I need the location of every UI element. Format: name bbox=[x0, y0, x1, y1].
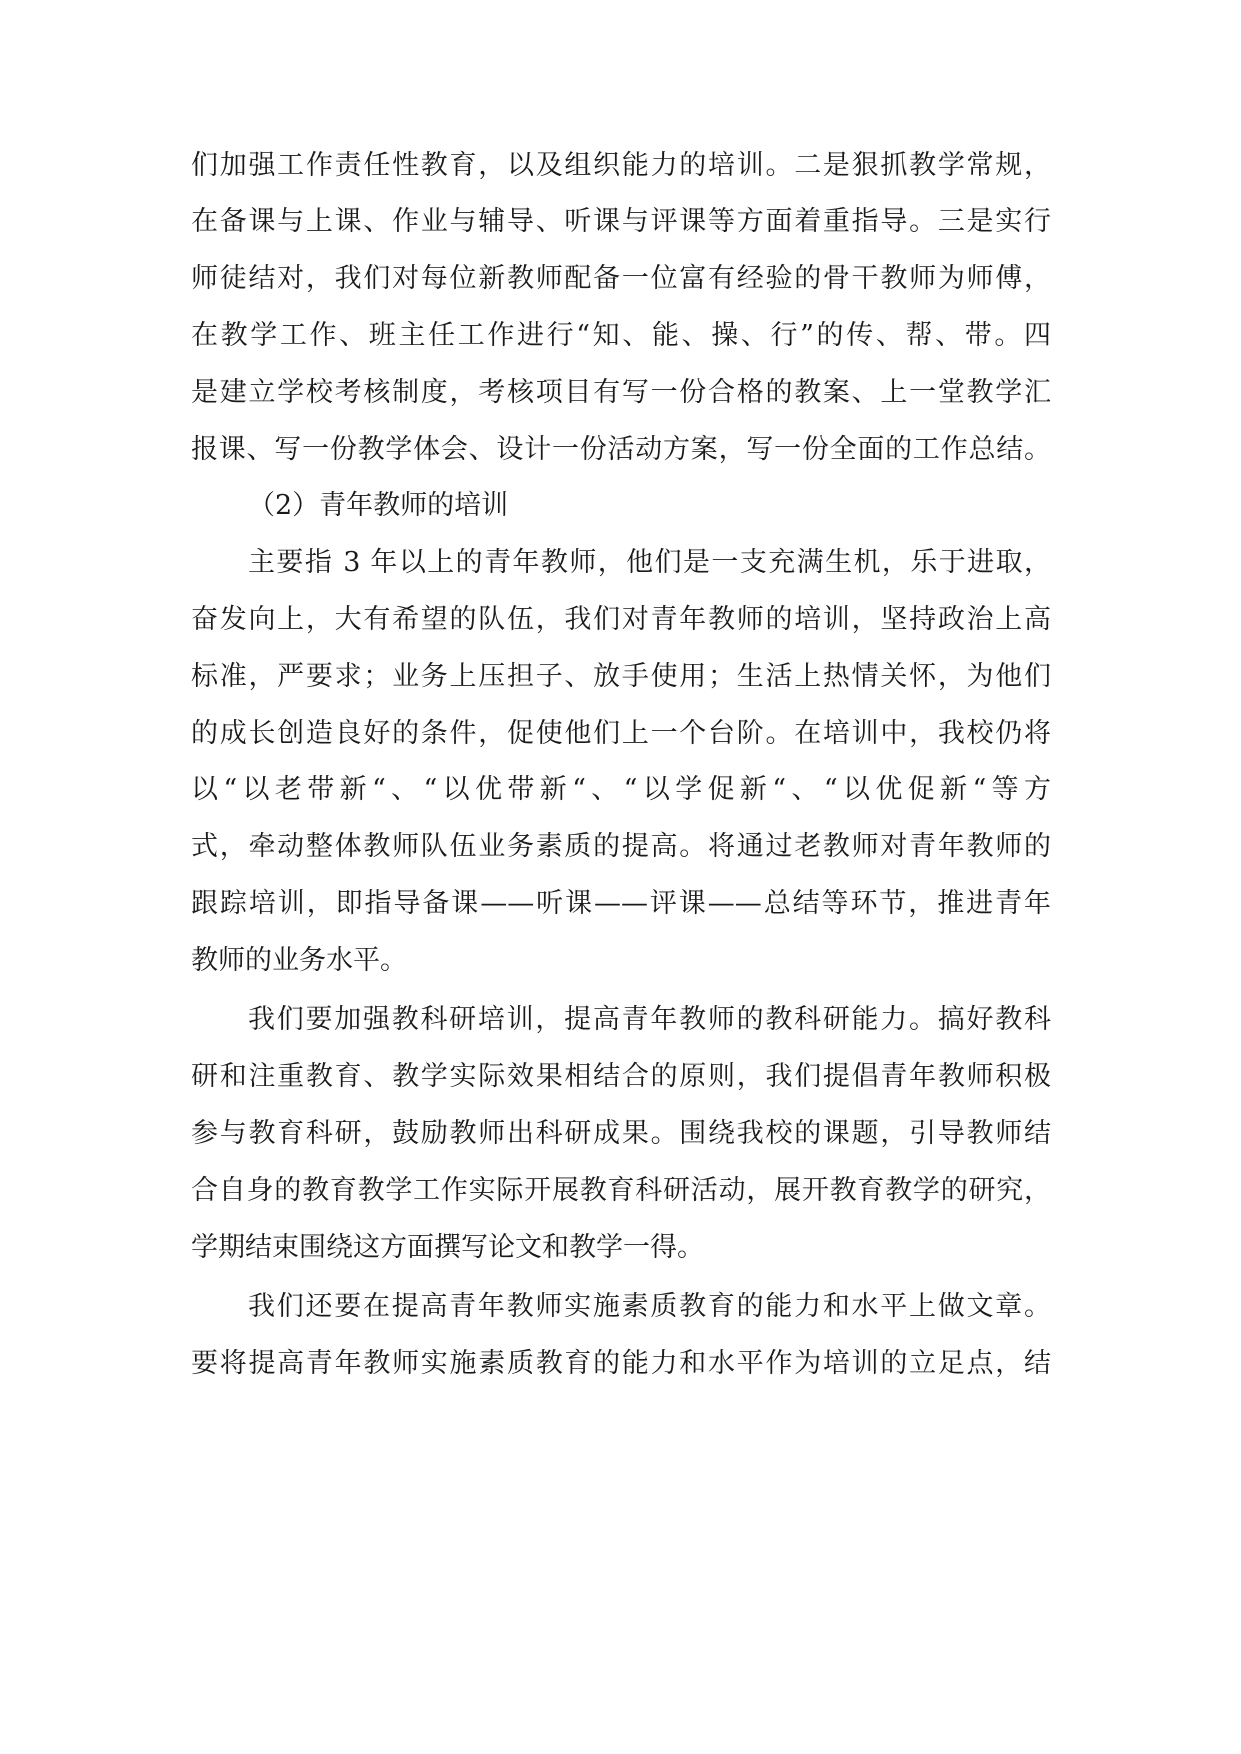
text-line: 研和注重教育、教学实际效果相结合的原则，我们提倡青年教师积极 bbox=[191, 1061, 1051, 1092]
text-line: 在教学工作、班主任工作进行“知、能、操、行”的传、帮、带。四 bbox=[191, 320, 1051, 351]
text-line: 合自身的教育教学工作实际开展教育科研活动，展开教育教学的研究， bbox=[191, 1175, 1051, 1206]
text-line: 跟踪培训，即指导备课——听课——评课——总结等环节，推进青年 bbox=[191, 888, 1051, 919]
text-line: 以“以老带新“、“以优带新“、“以学促新“、“以优促新“等方 bbox=[191, 774, 1051, 805]
text-line: 我们还要在提高青年教师实施素质教育的能力和水平上做文章。 bbox=[248, 1291, 1051, 1322]
text-line: 教师的业务水平。 bbox=[191, 945, 407, 976]
text-line: 要将提高青年教师实施素质教育的能力和水平作为培训的立足点，结 bbox=[191, 1348, 1051, 1379]
text-line: 在备课与上课、作业与辅导、听课与评课等方面着重指导。三是实行 bbox=[191, 206, 1051, 237]
text-line: 们加强工作责任性教育，以及组织能力的培训。二是狠抓教学常规， bbox=[191, 150, 1051, 181]
section-heading: （2）青年教师的培训 bbox=[248, 490, 509, 521]
text-line: 式，牵动整体教师队伍业务素质的提高。将通过老教师对青年教师的 bbox=[191, 831, 1051, 862]
text-line: 报课、写一份教学体会、设计一份活动方案，写一份全面的工作总结。 bbox=[191, 434, 1051, 465]
text-line: 主要指 3 年以上的青年教师，他们是一支充满生机，乐于进取， bbox=[248, 547, 1051, 578]
text-line: 学期结束围绕这方面撰写论文和教学一得。 bbox=[191, 1232, 704, 1263]
text-line: 参与教育科研，鼓励教师出科研成果。围绕我校的课题，引导教师结 bbox=[191, 1118, 1051, 1149]
text-line: 奋发向上，大有希望的队伍，我们对青年教师的培训，坚持政治上高 bbox=[191, 604, 1051, 635]
text-line: 我们要加强教科研培训，提高青年教师的教科研能力。搞好教科 bbox=[248, 1004, 1051, 1035]
text-line: 的成长创造良好的条件，促使他们上一个台阶。在培训中，我校仍将 bbox=[191, 718, 1051, 749]
text-line: 是建立学校考核制度，考核项目有写一份合格的教案、上一堂教学汇 bbox=[191, 377, 1051, 408]
text-line: 标准，严要求；业务上压担子、放手使用；生活上热情关怀，为他们 bbox=[191, 661, 1051, 692]
text-line: 师徒结对，我们对每位新教师配备一位富有经验的骨干教师为师傅， bbox=[191, 263, 1051, 294]
